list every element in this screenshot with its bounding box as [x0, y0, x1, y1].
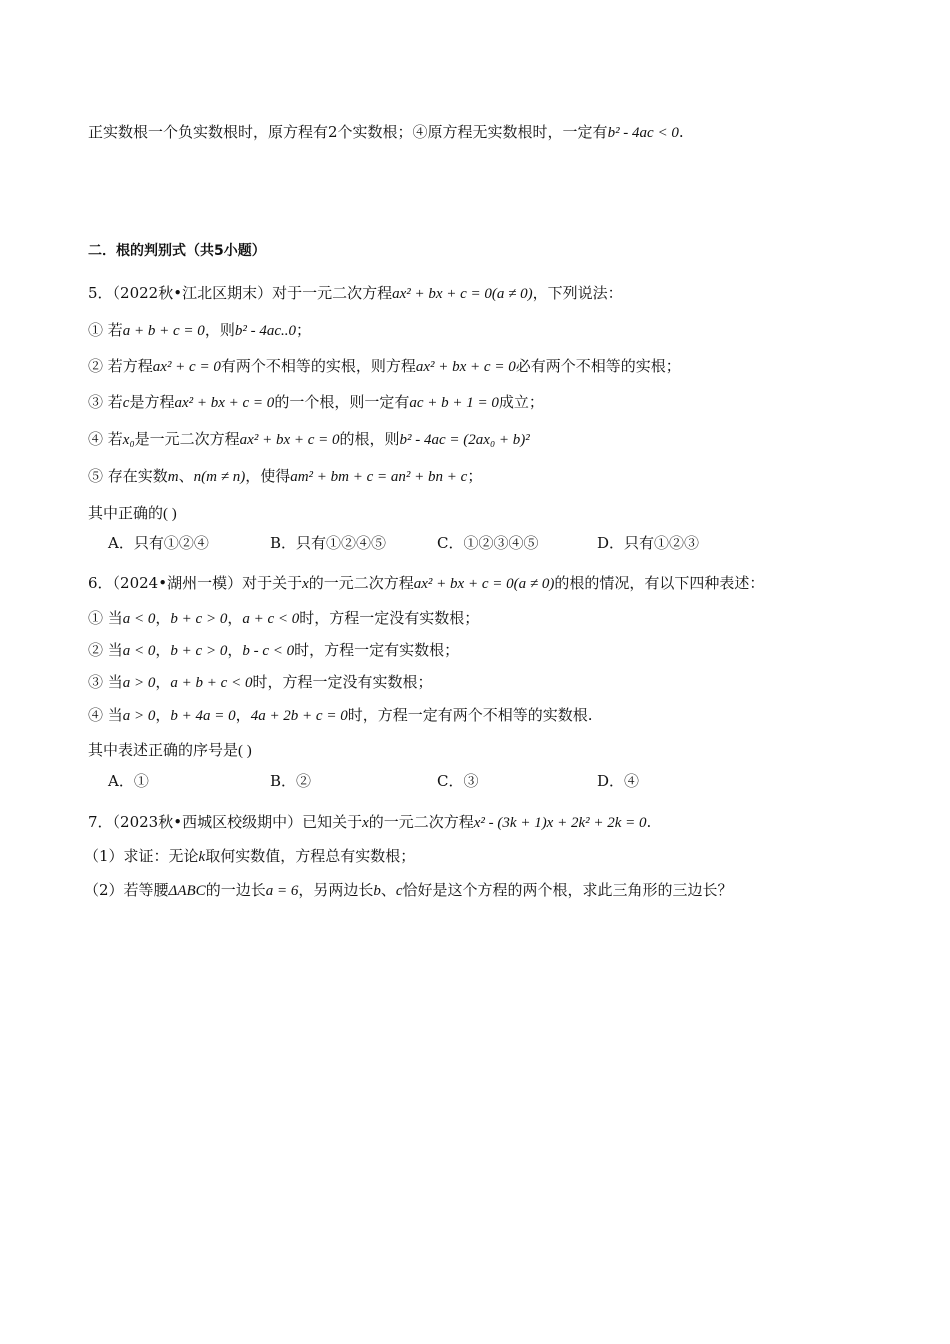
q6-s3-end: 时，方程一定没有实数根；	[252, 673, 433, 691]
q5-s5-end: ；	[467, 467, 483, 485]
q6-s2-math-1: a < 0	[122, 643, 156, 659]
q5-s3-text: ③ 若	[88, 393, 123, 411]
intro-text: 正实数根一个负实数根时，原方程有2个实数根；④原方程无实数根时，一定有	[88, 123, 608, 141]
q5-s5-text-2: 、	[178, 467, 194, 485]
q5-statement-2	[88, 356, 681, 377]
q5-option-d[interactable]: D．只有①②③	[597, 534, 700, 552]
q5-s3-math-2: ax² + bx + c = 0	[174, 395, 275, 411]
q7-p2-math-2: a = 6	[265, 883, 299, 899]
q6-s2-comma-2: ，	[227, 641, 243, 659]
q6-s4-math-2: b + 4a = 0	[170, 708, 236, 724]
q5-s4-math-3: b² - 4ac = (2ax₀ + b)²	[399, 432, 530, 448]
q5-s5-math-3: am² + bm + c = an² + bn + c	[290, 469, 468, 485]
q5-statement-1	[88, 320, 311, 341]
q6-s4-math-1: a > 0	[122, 708, 156, 724]
q6-s1-text: ① 当	[88, 609, 123, 627]
intro-end: .	[678, 123, 684, 141]
q5-s3-math-1: c	[122, 395, 130, 411]
q5-s4-text: ④ 若	[88, 430, 123, 448]
q5-s4-math-1: x₀	[122, 432, 135, 448]
q6-statement-1	[88, 608, 479, 629]
section-heading: 二．根的判别式（共5小题）	[88, 243, 266, 259]
q5-s2-text-2: 有两个不相等的实根，则方程	[220, 357, 416, 375]
q5-s4-math-2: ax² + bx + c = 0	[239, 432, 340, 448]
q6-s3-text: ③ 当	[88, 673, 123, 691]
q5-s4-text-3: 的根，则	[339, 430, 400, 448]
q5-s2-text: ② 若方程	[88, 357, 153, 375]
q6-s2-math-2: b + c > 0	[170, 643, 228, 659]
q6-s4-end: 时，方程一定有两个不相等的实数根.	[347, 706, 593, 724]
q5-s5-text: ⑤ 存在实数	[88, 467, 168, 485]
q5-statement-4	[88, 429, 530, 450]
q7-p2-text-4: 、	[380, 881, 396, 899]
q6-stem-text: 6．（2024•湖州一模）对于关于	[88, 574, 303, 592]
q7-part-1	[84, 846, 415, 867]
intro-math: b² - 4ac < 0	[607, 125, 679, 141]
q6-stem	[88, 573, 764, 594]
q5-s3-math-3: ac + b + 1 = 0	[409, 395, 499, 411]
q5-statement-3	[88, 392, 544, 413]
q5-s2-math-1: ax² + c = 0	[152, 359, 221, 375]
q7-p2-end: 恰好是这个方程的两个根，求此三角形的三边长？	[402, 881, 733, 899]
q5-s4-text-2: 是一元二次方程	[134, 430, 240, 448]
q6-statement-4	[88, 705, 593, 726]
q5-s2-math-2: ax² + bx + c = 0	[415, 359, 516, 375]
q5-answer-blank: ( )	[163, 506, 177, 522]
q6-option-a[interactable]: A．①	[108, 772, 149, 790]
q7-p2-text: （2）若等腰	[84, 881, 169, 899]
q5-s5-math-1: m	[167, 469, 179, 485]
q5-s5-math-2: n(m ≠ n)	[193, 469, 246, 485]
q6-s4-comma-1: ，	[155, 706, 171, 724]
q7-stem-end: .	[646, 813, 652, 831]
q5-s5-text-3: ，使得	[245, 467, 291, 485]
q6-option-c[interactable]: C．③	[437, 772, 479, 790]
q6-option-b[interactable]: B．②	[270, 772, 312, 790]
q7-part-2	[84, 880, 733, 901]
intro-line	[88, 122, 684, 143]
q6-s1-math-1: a < 0	[122, 611, 156, 627]
q7-stem	[88, 812, 651, 833]
q7-p2-text-2: 的一边长	[205, 881, 266, 899]
q6-stem-math-1: x	[302, 576, 309, 592]
q6-s3-math-1: a > 0	[122, 675, 156, 691]
q6-s3-math-2: a + b + c < 0	[170, 675, 253, 691]
q5-s1-text: ① 若	[88, 321, 123, 339]
q6-s3-comma-1: ，	[155, 673, 171, 691]
q5-stem-text: 5．（2022秋•江北区期末）对于一元二次方程	[88, 284, 393, 302]
q5-stem	[88, 283, 623, 304]
q5-s1-end: ；	[295, 321, 311, 339]
q5-s1-math-2: b² - 4ac..0	[234, 323, 296, 339]
q5-option-b[interactable]: B．只有①②④⑤	[270, 534, 387, 552]
q6-ask	[88, 740, 252, 761]
q5-option-c[interactable]: C．①②③④⑤	[437, 534, 539, 552]
q6-ask-text: 其中表述正确的序号是	[88, 741, 239, 759]
q6-stem-math-2: ax² + bx + c = 0(a ≠ 0)	[413, 576, 555, 592]
q5-statement-5	[88, 466, 482, 487]
q5-s3-text-3: 的一个根，则一定有	[274, 393, 410, 411]
q7-stem-math-2: x² - (3k + 1)x + 2k² + 2k = 0	[473, 815, 647, 831]
q6-s1-math-2: b + c > 0	[170, 611, 228, 627]
q5-stem-math: ax² + bx + c = 0(a ≠ 0)	[392, 286, 533, 302]
q7-p2-math-3: b	[373, 883, 381, 899]
q6-s1-end: 时，方程一定没有实数根；	[299, 609, 480, 627]
q6-statement-2	[88, 640, 459, 661]
q6-s2-end: 时，方程一定有实数根；	[294, 641, 460, 659]
q6-s4-math-3: 4a + 2b + c = 0	[250, 708, 348, 724]
q5-option-a[interactable]: A．只有①②④	[108, 534, 209, 552]
q7-stem-text-2: 的一元二次方程	[368, 813, 474, 831]
q7-p1-end: 取何实数值，方程总有实数根；	[205, 847, 416, 865]
q5-stem-tail: ，下列说法：	[532, 284, 623, 302]
q5-ask	[88, 503, 177, 524]
q5-s2-end: 必有两个不相等的实根；	[515, 357, 681, 375]
q7-stem-math-1: x	[362, 815, 369, 831]
q6-s4-text: ④ 当	[88, 706, 123, 724]
q5-s1-text-2: ，则	[204, 321, 235, 339]
q6-stem-tail: 的根的情况，有以下四种表述：	[554, 574, 765, 592]
q6-s2-math-3: b - c < 0	[242, 643, 295, 659]
q7-p2-text-3: ，另两边长	[298, 881, 374, 899]
q5-ask-text: 其中正确的	[88, 504, 164, 522]
q6-statement-3	[88, 672, 432, 693]
q5-s3-text-2: 是方程	[129, 393, 175, 411]
q6-answer-blank: ( )	[238, 743, 252, 759]
q6-option-d[interactable]: D．④	[597, 772, 640, 790]
q6-s1-comma-2: ，	[227, 609, 243, 627]
q6-s1-math-3: a + c < 0	[242, 611, 300, 627]
q6-s1-comma-1: ，	[155, 609, 171, 627]
q7-stem-text: 7．（2023秋•西城区校级期中）已知关于	[88, 813, 363, 831]
q7-p2-math-1: ΔABC	[168, 883, 206, 899]
q7-p2-math-4: c	[395, 883, 403, 899]
q6-s4-comma-2: ，	[235, 706, 251, 724]
q7-p1-text: （1）求证：无论	[84, 847, 199, 865]
q7-p1-math: k	[198, 849, 206, 865]
q5-s3-end: 成立；	[498, 393, 544, 411]
q6-s2-text: ② 当	[88, 641, 123, 659]
q5-s1-math-1: a + b + c = 0	[122, 323, 205, 339]
q6-stem-text-2: 的一元二次方程	[308, 574, 414, 592]
q6-s2-comma-1: ，	[155, 641, 171, 659]
